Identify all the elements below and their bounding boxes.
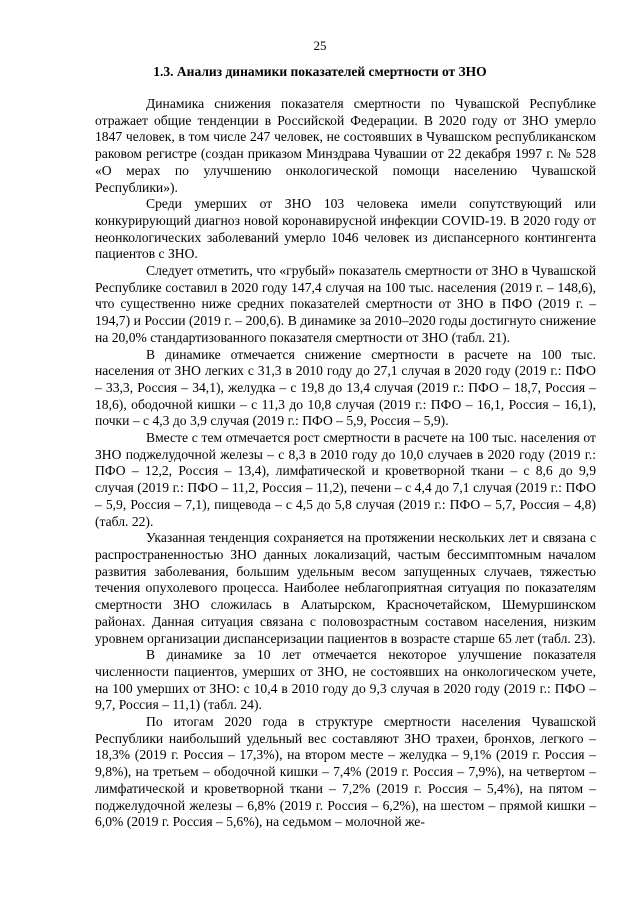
paragraph: Среди умерших от ЗНО 103 человека имели сопутствующий или конкурирующий диагноз новой коронавирусной инфекции COVID-19. В 2020 году от неонкологических заболеваний умерло 1046 человек из диспансерного контингента пациентов с ЗНО. bbox=[95, 196, 596, 262]
paragraph: Вместе с тем отмечается рост смертности в расчете на 100 тыс. населения от ЗНО поджелудочной железы – с 8,3 в 2010 году до 10,0 случаев в 2020 году (2019 г.: ПФО – 12,2, Россия – 13,4), лимфатической и кроветворной ткани – с 8,6 до 9,9 случая (2019 г.: ПФО – 11,2, Россия – 11,2), печени – с 4,4 до 7,1 случая (2019 г.: ПФО – 5,9, Россия – 7,1), пищевода – с 4,5 до 5,8 случая (2019 г.: ПФО – 5,7, Россия – 4,8) (табл. 22). bbox=[95, 430, 596, 529]
paragraph: По итогам 2020 года в структуре смертности населения Чувашской Республики наибольший удельный вес составляют ЗНО трахеи, бронхов, легкого – 18,3% (2019 г. Россия – 17,3%), на втором месте – желудка – 9,1% (2019 г. Россия – 9,8%), на третьем – ободочной кишки – 7,4% (2019 г. Россия – 7,9%), на четвертом – лимфатической и кроветворной ткани – 7,2% (2019 г. Россия – 5,4%), на пятом – поджелудочной железы – 6,8% (2019 г. Россия – 6,2%), на шестом – прямой кишки – 6,0% (2019 г. Россия – 5,6%), на седьмом – молочной же- bbox=[95, 714, 596, 830]
paragraph: Указанная тенденция сохраняется на протяжении нескольких лет и связана с распространенностью ЗНО данных локализаций, частым бессимптомным началом развития заболевания, большим удельным весом запущенных случаев, тяжестью течения опухолевого процесса. Наиболее неблагоприятная ситуация по показателям смертности ЗНО сложилась в Алатырском, Красночетайском, Шемуршинском районах. Данная ситуация связана с половозрастным составом населения, низким уровнем организации диспансеризации пациентов в возрасте старше 65 лет (табл. 23). bbox=[95, 530, 596, 646]
section-heading: 1.3. Анализ динамики показателей смертности от ЗНО bbox=[153, 64, 487, 79]
body-text bbox=[95, 96, 596, 831]
page-number: 25 bbox=[313, 38, 327, 53]
paragraph: В динамике отмечается снижение смертности в расчете на 100 тыс. населения от ЗНО легких с 31,3 в 2010 году до 27,1 случая в 2020 году (2019 г.: ПФО – 33,3, Россия – 34,1), желудка – с 19,8 до 13,4 случая (2019 г.: ПФО – 18,7, Россия – 18,6), ободочной кишки – с 11,3 до 10,8 случая (2019 г.: ПФО – 16,1, Россия – 16,1), почки – с 4,3 до 3,9 случая (2019 г.: ПФО – 5,9, Россия – 5,9). bbox=[95, 346, 596, 429]
paragraph: В динамике за 10 лет отмечается некоторое улучшение показателя численности пациентов, умерших от ЗНО, не состоявших на онкологическом учете, на 100 умерших от ЗНО: с 10,4 в 2010 году до 9,3 случая в 2020 году (2019 г.: ПФО – 9,7, Россия – 11,1) (табл. 24). bbox=[95, 647, 596, 713]
paragraph: Следует отметить, что «грубый» показатель смертности от ЗНО в Чувашской Республике составил в 2020 году 147,4 случая на 100 тыс. населения (2019 г. – 148,6), что существенно ниже средних показателей смертности от ЗНО в ПФО (2019 г. – 194,7) и России (2019 г. – 200,6). В динамике за 2010–2020 годы достигнуто снижение на 20,0% стандартизованного показателя смертности от ЗНО (табл. 21). bbox=[95, 263, 596, 345]
paragraph: Динамика снижения показателя смертности по Чувашской Республике отражает общие тенденции в Российской Федерации. В 2020 году от ЗНО умерло 1847 человек, в том числе 247 человек, не состоявших в Чувашском республиканском раковом регистре (создан приказом Минздрава Чувашии от 22 декабря 1997 г. № 528 «О мерах по улучшению онкологической помощи населению Чувашской Республики»). bbox=[95, 96, 596, 195]
